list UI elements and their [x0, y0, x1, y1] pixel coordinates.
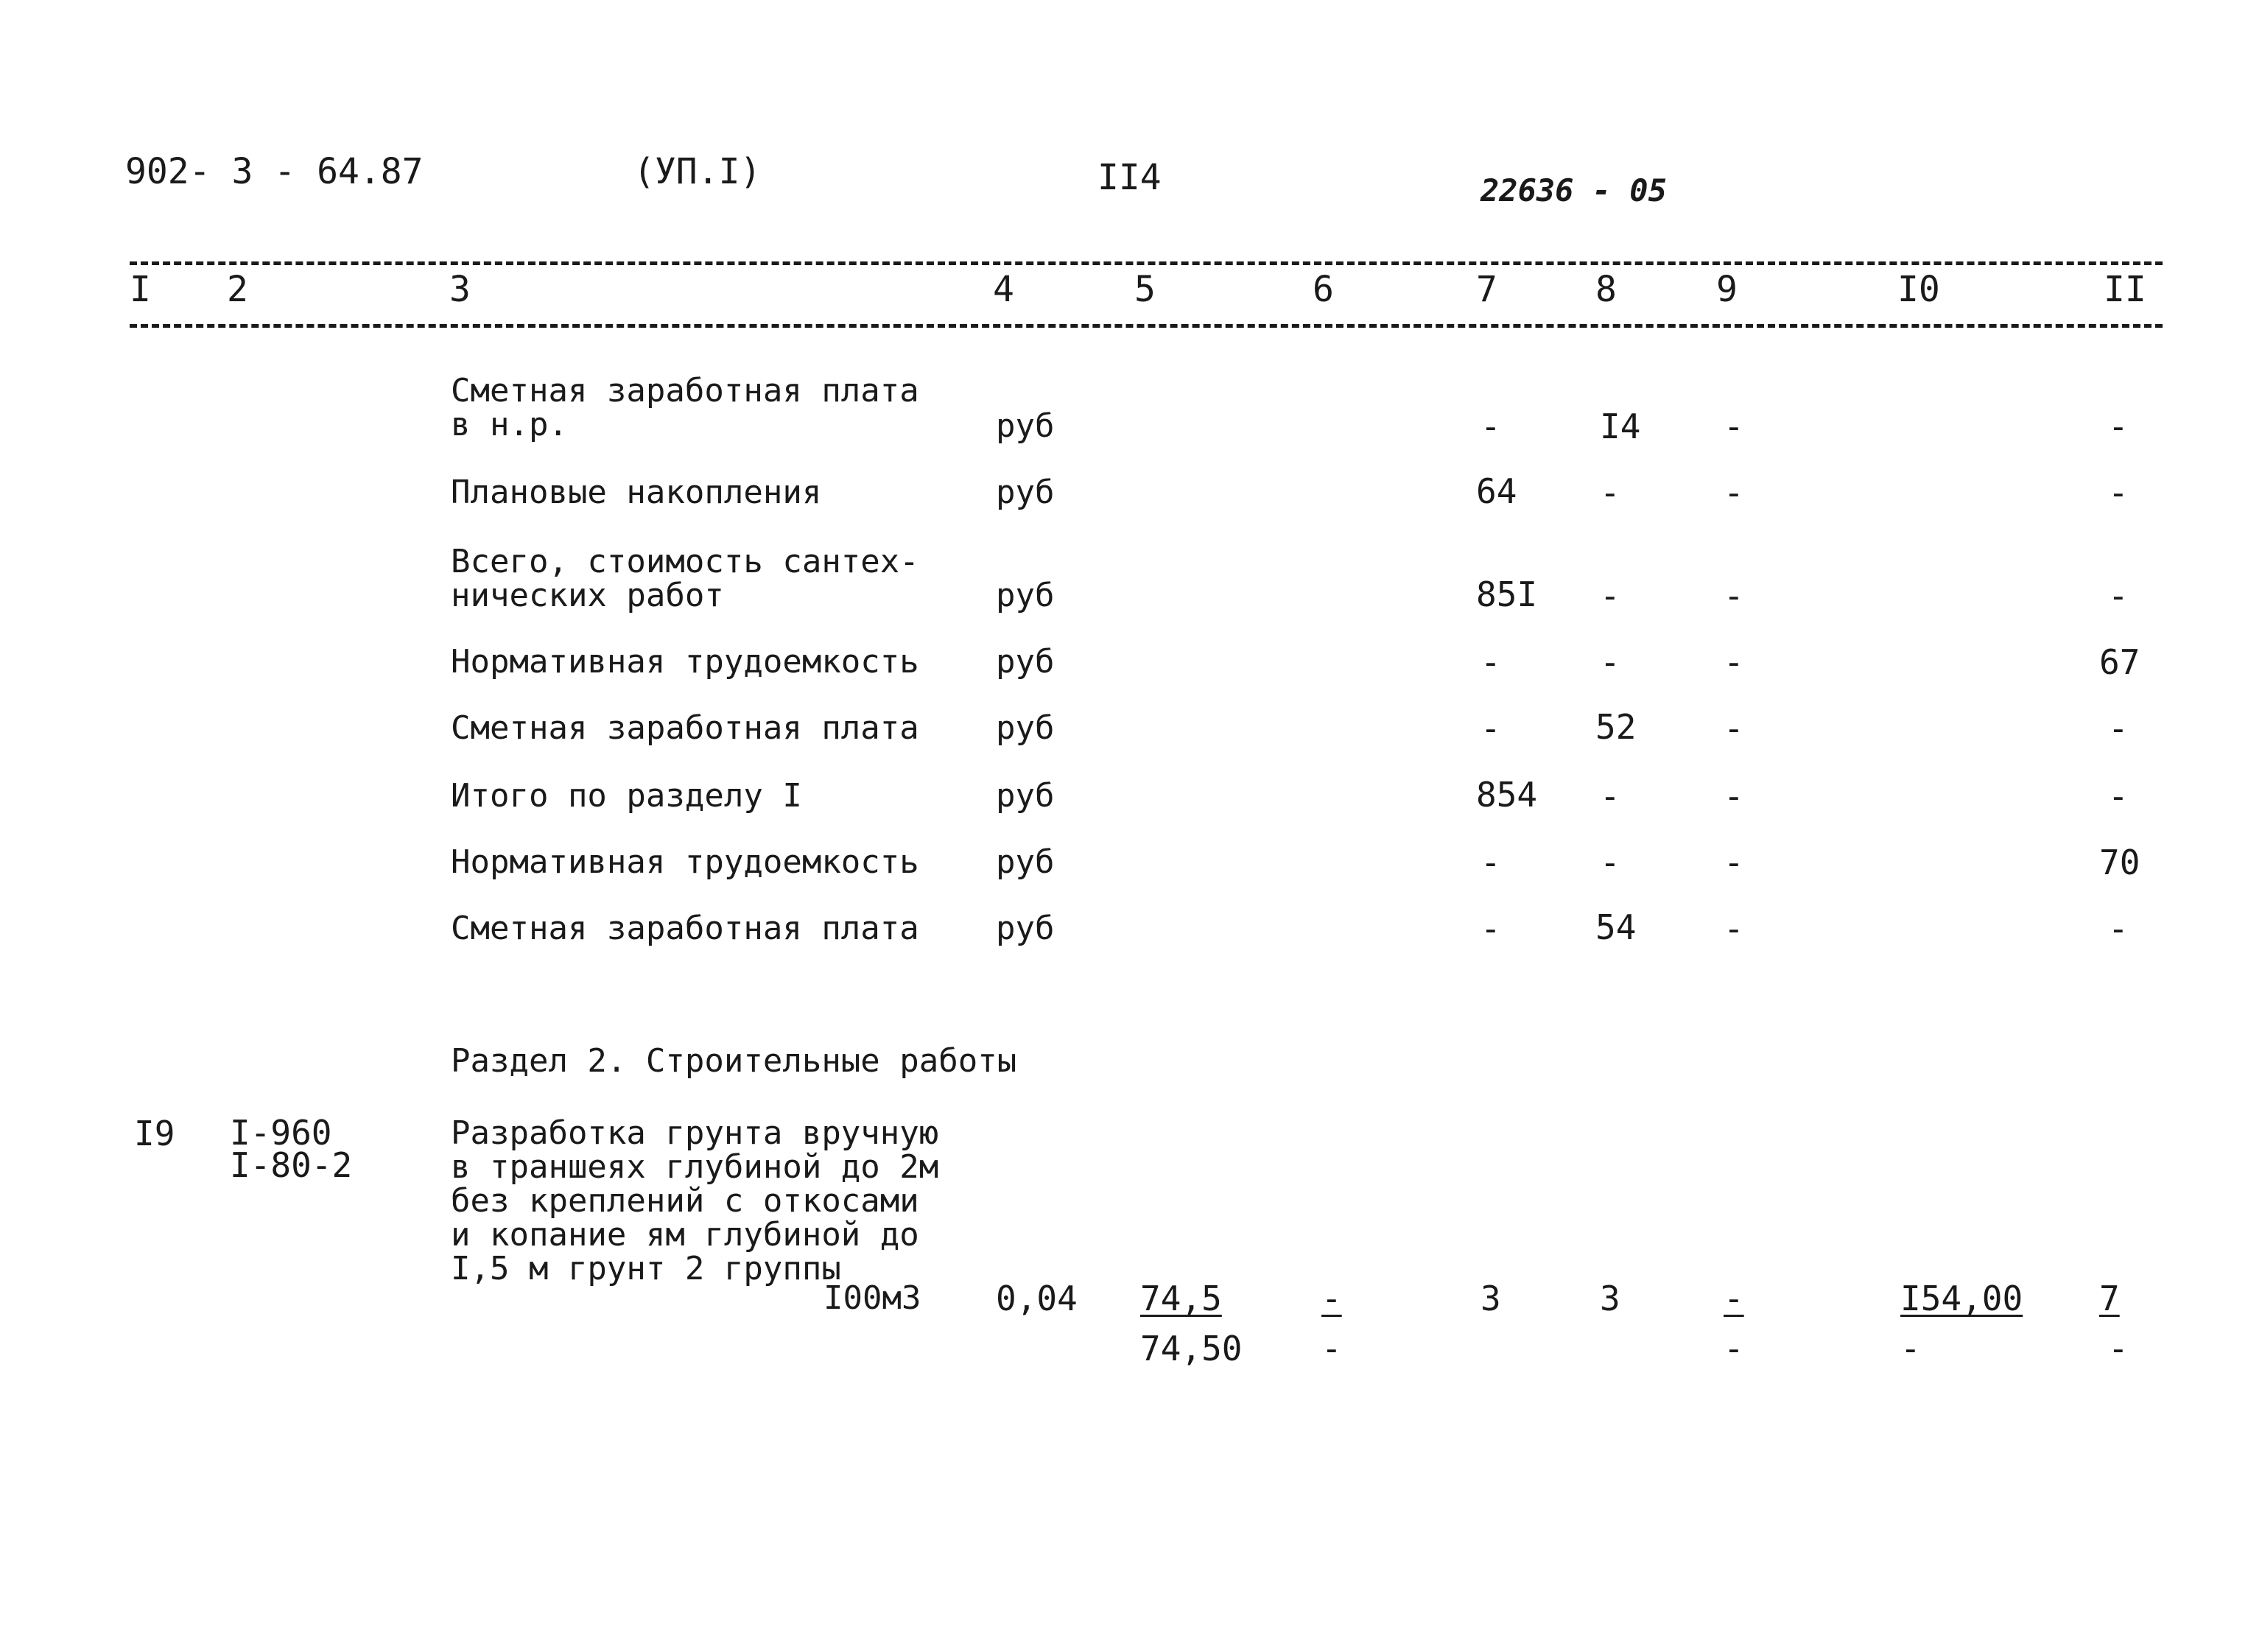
table-top-rule: [130, 261, 2163, 265]
summary-row-name: Сметная заработная плата: [451, 910, 919, 947]
summary-row-c11: -: [2108, 473, 2129, 513]
item-quantity: 0,04: [996, 1279, 1078, 1318]
summary-row-name: Плановые накопления: [451, 474, 822, 511]
summary-row-name: Всего, стоимость сантех- нических работ: [451, 543, 919, 614]
column-number-5: 5: [1134, 269, 1156, 310]
item-unit: I00м3: [823, 1279, 921, 1317]
summary-row-c9: -: [1724, 642, 1744, 682]
summary-row-c7: -: [1481, 909, 1501, 949]
item-c9-bottom: -: [1724, 1329, 1744, 1368]
summary-row-c11: 70: [2099, 843, 2140, 882]
summary-row-name: Итого по разделу I: [451, 777, 802, 815]
column-number-1: I: [130, 269, 151, 310]
column-number-9: 9: [1716, 269, 1738, 310]
summary-row-name: Сметная заработная плата в н.р.: [451, 372, 919, 443]
item-codes: I-960 I-80-2: [230, 1113, 353, 1185]
item-c5-bottom: 74,50: [1140, 1329, 1243, 1368]
summary-row-c7: -: [1481, 407, 1501, 446]
column-number-7: 7: [1476, 269, 1497, 310]
summary-row-unit: руб: [996, 643, 1055, 681]
table-header-rule: [130, 324, 2163, 328]
item-c7: 3: [1481, 1279, 1501, 1318]
summary-row-c11: -: [2108, 407, 2129, 446]
column-number-10: I0: [1897, 269, 1940, 310]
archive-number: 22636 - 05: [1481, 172, 1667, 208]
item-c8: 3: [1600, 1279, 1620, 1318]
summary-row-name: Сметная заработная плата: [451, 709, 919, 747]
document-code: 902- 3 - 64.87: [125, 151, 424, 192]
item-number: I9: [134, 1114, 175, 1153]
summary-row-unit: руб: [996, 910, 1055, 947]
summary-row-unit: руб: [996, 577, 1055, 614]
item-c10-top: I54,00: [1900, 1279, 2023, 1318]
item-c6-bottom: -: [1321, 1329, 1342, 1368]
summary-row-c7: 854: [1476, 775, 1538, 815]
item-c6-top: -: [1321, 1279, 1342, 1318]
column-number-8: 8: [1595, 269, 1617, 310]
item-c11-top: 7: [2099, 1279, 2120, 1318]
summary-row-unit: руб: [996, 407, 1055, 445]
summary-row-c8: -: [1600, 843, 1620, 882]
summary-row-unit: руб: [996, 777, 1055, 815]
item-description: Разработка грунта вручную в траншеях глубиной до 2м без креплений с откосами и копание ям глубиной до I,5 м грунт 2 группы: [451, 1114, 939, 1287]
summary-row-c7: 64: [1476, 471, 1517, 511]
summary-row-c8: 54: [1595, 907, 1637, 947]
summary-row-c8: -: [1600, 473, 1620, 513]
page-number: II4: [1097, 157, 1162, 198]
summary-row-unit: руб: [996, 709, 1055, 747]
summary-row-c8: I4: [1600, 407, 1641, 446]
summary-row-c7: -: [1481, 709, 1501, 748]
summary-row-c11: -: [2108, 709, 2129, 748]
summary-row-unit: руб: [996, 474, 1055, 511]
appendix-label: (УП.I): [633, 151, 762, 192]
column-number-6: 6: [1313, 269, 1334, 310]
summary-row-c9: -: [1724, 776, 1744, 816]
summary-row-name: Нормативная трудоемкость: [451, 643, 919, 681]
summary-row-c8: 52: [1595, 707, 1637, 747]
summary-row-c7: -: [1481, 642, 1501, 682]
summary-row-c11: -: [2108, 576, 2129, 616]
item-c5-top: 74,5: [1140, 1279, 1222, 1318]
summary-row-c9: -: [1724, 473, 1744, 513]
item-c11-bottom: -: [2108, 1329, 2129, 1368]
column-number-3: 3: [449, 269, 471, 310]
summary-row-c11: 67: [2099, 642, 2140, 682]
summary-row-c8: -: [1600, 776, 1620, 816]
column-number-2: 2: [227, 269, 248, 310]
summary-row-c11: -: [2108, 909, 2129, 949]
summary-row-unit: руб: [996, 843, 1055, 881]
summary-row-c9: -: [1724, 576, 1744, 616]
item-c10-bottom: -: [1900, 1329, 1921, 1368]
summary-row-c11: -: [2108, 776, 2129, 816]
summary-row-c9: -: [1724, 909, 1744, 949]
column-number-11: II: [2104, 269, 2146, 310]
summary-row-c9: -: [1724, 709, 1744, 748]
summary-row-c7: 85I: [1476, 574, 1538, 614]
column-number-4: 4: [993, 269, 1014, 310]
summary-row-c9: -: [1724, 407, 1744, 446]
summary-row-c8: -: [1600, 642, 1620, 682]
summary-row-name: Нормативная трудоемкость: [451, 843, 919, 881]
summary-row-c8: -: [1600, 576, 1620, 616]
item-c9-top: -: [1724, 1279, 1744, 1318]
summary-row-c7: -: [1481, 843, 1501, 882]
section-2-title: Раздел 2. Строительные работы: [451, 1042, 1017, 1080]
summary-row-c9: -: [1724, 843, 1744, 882]
